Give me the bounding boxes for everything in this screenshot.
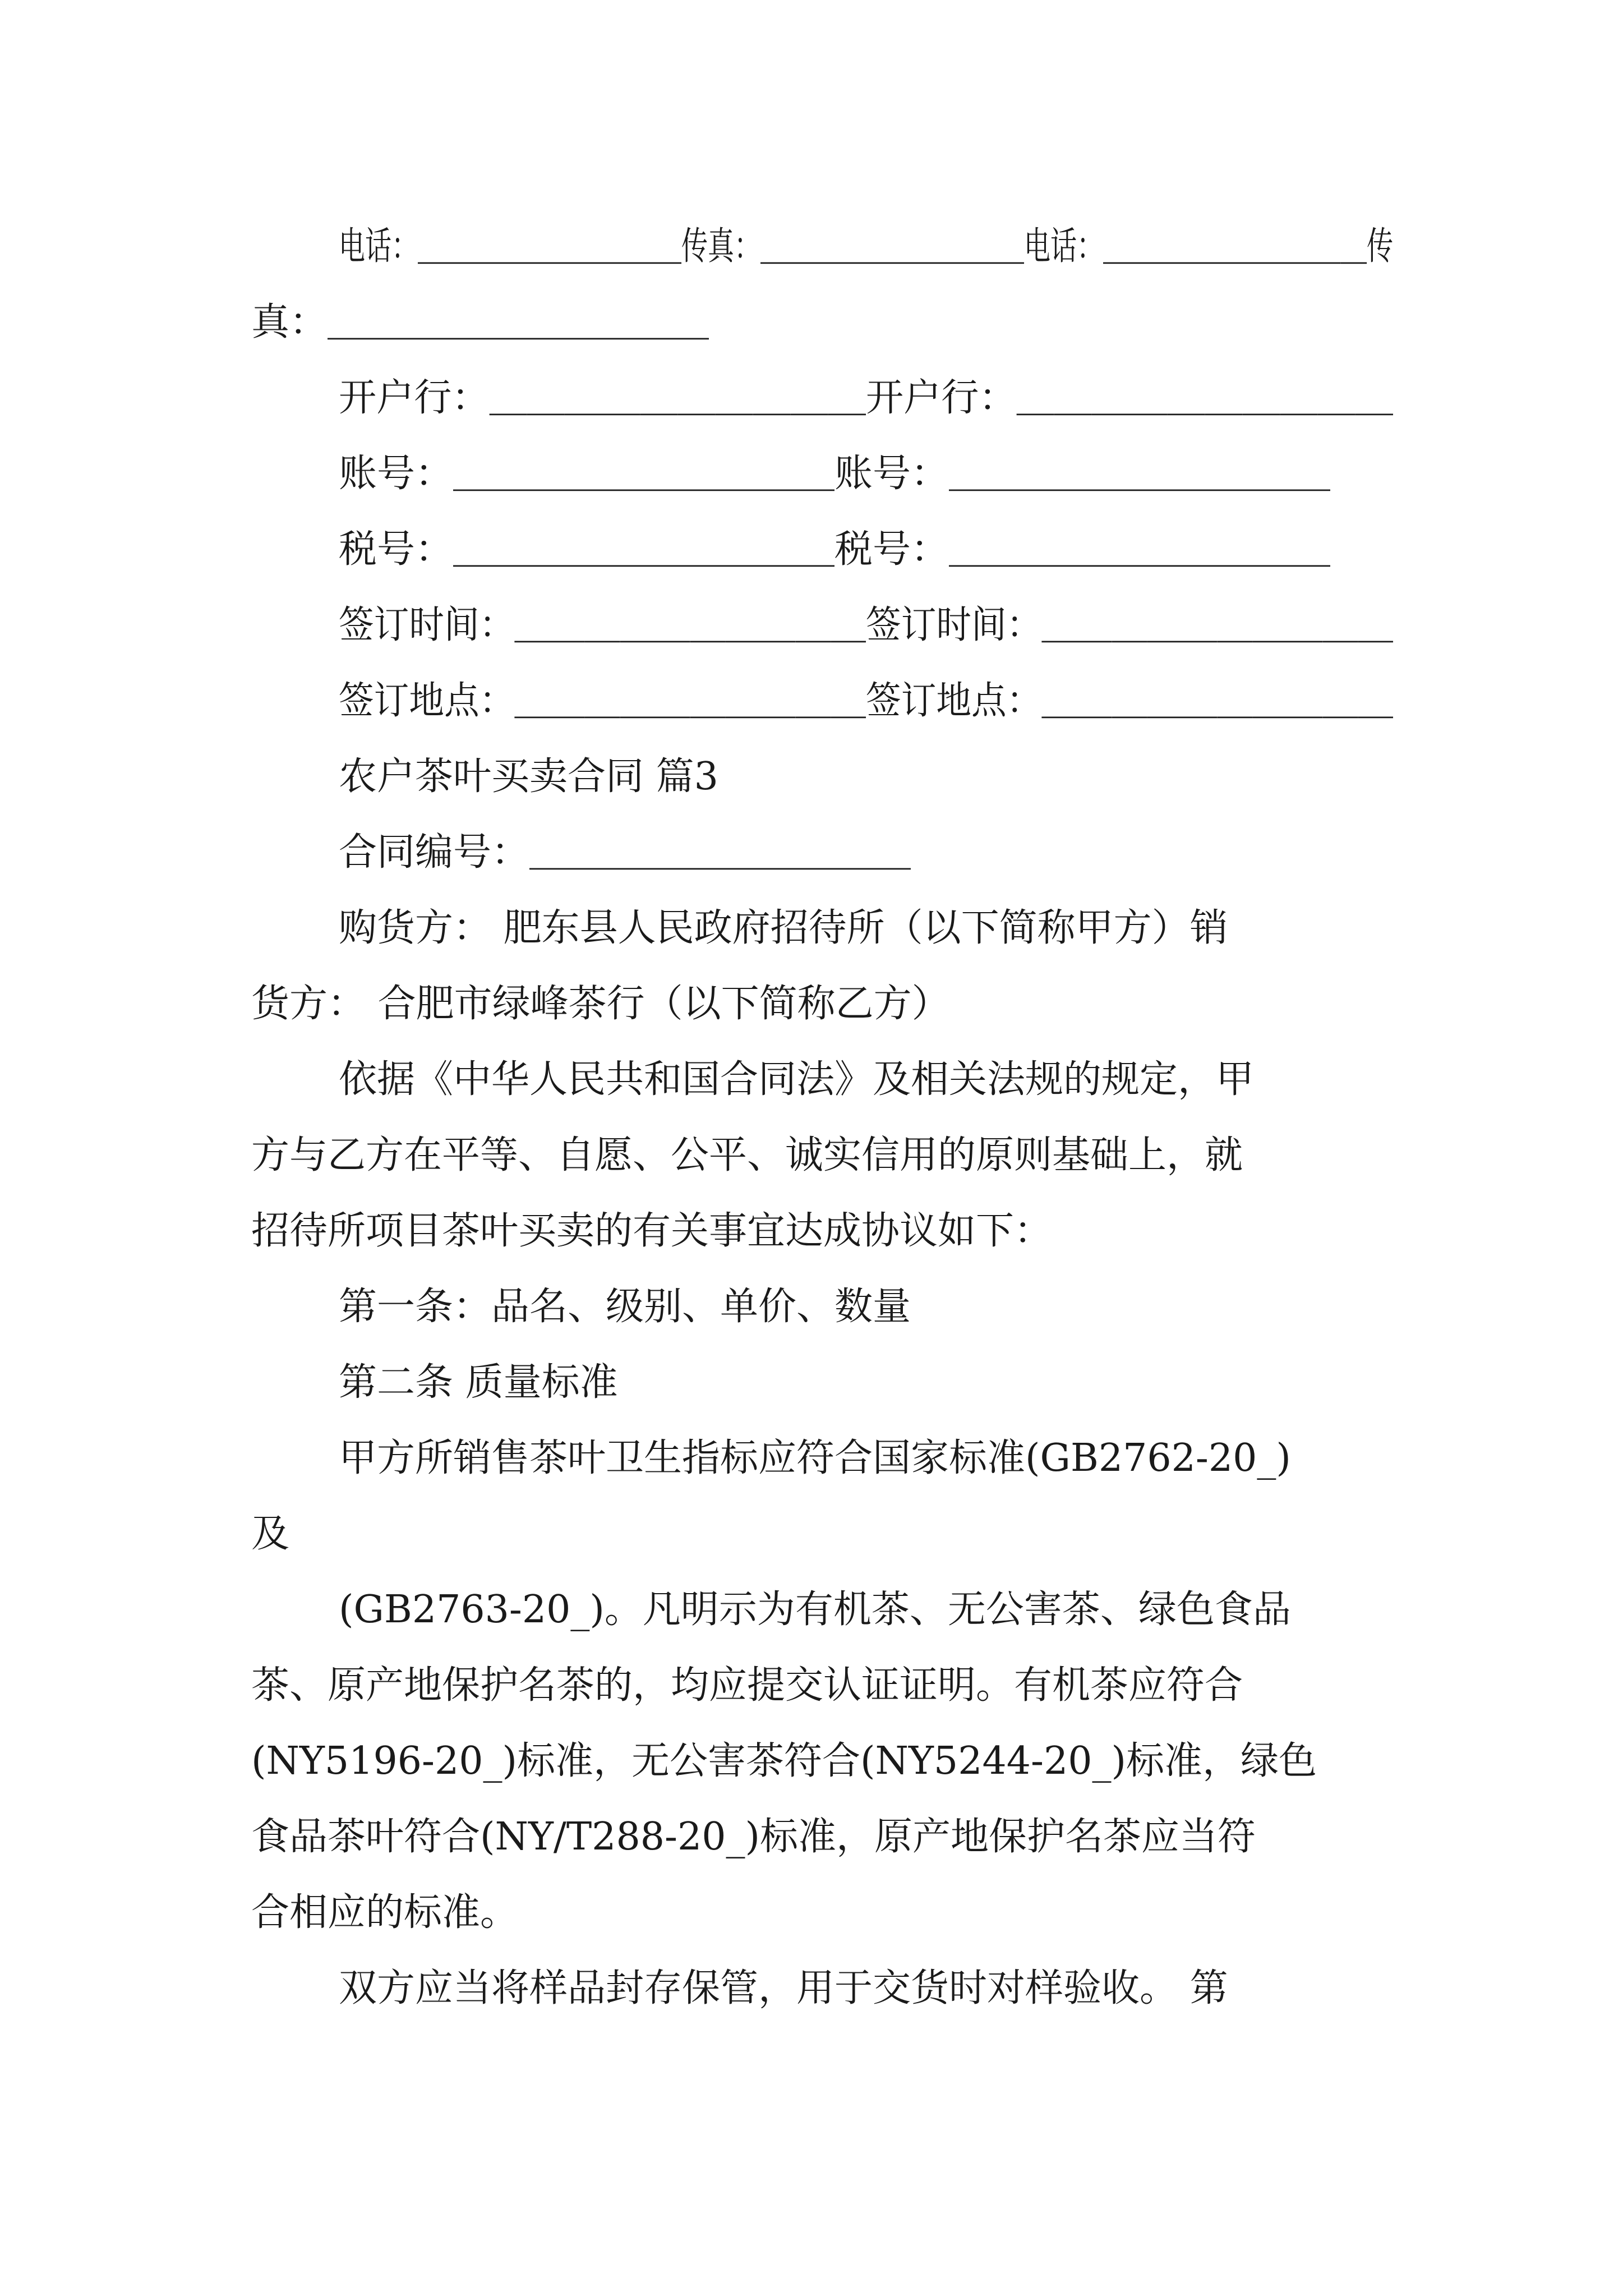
text-line: 真：＿＿＿＿＿＿＿＿＿＿ <box>251 300 709 344</box>
text-line: 双方应当将样品封存保管，用于交货时对样验收。 第 <box>339 1966 1228 2010</box>
text-line: 签订地点：＿＿＿＿＿＿＿＿＿＿签订地点：＿＿＿＿＿＿＿＿＿＿ <box>339 679 1394 723</box>
text-line: 签订时间：＿＿＿＿＿＿＿＿＿＿签订时间：＿＿＿＿＿＿＿＿＿＿ <box>339 603 1394 647</box>
text-line: 第二条 质量标准 <box>339 1360 618 1405</box>
text-line: 方与乙方在平等、自愿、公平、诚实信用的原则基础上，就 <box>251 1133 1243 1177</box>
text-line: 甲方所销售茶叶卫生指标应符合国家标准(GB2762-20_) <box>339 1436 1291 1480</box>
text-line: 合同编号：＿＿＿＿＿＿＿＿＿＿ <box>339 830 911 875</box>
text-line: 账号：＿＿＿＿＿＿＿＿＿＿账号：＿＿＿＿＿＿＿＿＿＿ <box>339 452 1331 496</box>
text-line: (NY5196-20_)标准，无公害茶符合(NY5244-20_)标准，绿色 <box>251 1739 1317 1783</box>
text-line: 开户行：＿＿＿＿＿＿＿＿＿＿开户行：＿＿＿＿＿＿＿＿＿＿ <box>339 376 1394 420</box>
text-line: 及 <box>251 1512 290 1556</box>
text-line: (GB2763-20_)。凡明示为有机茶、无公害茶、绿色食品 <box>339 1588 1291 1632</box>
text-line: 电话：＿＿＿＿＿＿＿＿＿＿传真：＿＿＿＿＿＿＿＿＿＿电话：＿＿＿＿＿＿＿＿＿＿传 <box>339 224 1394 269</box>
text-line: 合相应的标准。 <box>251 1890 519 1935</box>
text-line: 招待所项目茶叶买卖的有关事宜达成协议如下： <box>251 1209 1053 1253</box>
text-line: 依据《中华人民共和国合同法》及相关法规的规定，甲 <box>339 1057 1255 1102</box>
text-line: 货方： 合肥市绿峰茶行（以下简称乙方） <box>251 982 950 1026</box>
text-line: 第一条：品名、级别、单价、数量 <box>339 1285 911 1329</box>
text-line: 购货方： 肥东县人民政府招待所（以下简称甲方）销 <box>339 906 1228 950</box>
section-heading: 农户茶叶买卖合同 篇3 <box>339 754 718 799</box>
text-line: 食品茶叶符合(NY/T288-20_)标准，原产地保护名茶应当符 <box>251 1815 1256 1859</box>
text-line: 茶、原产地保护名茶的，均应提交认证证明。有机茶应符合 <box>251 1663 1243 1708</box>
text-line: 税号：＿＿＿＿＿＿＿＿＿＿税号：＿＿＿＿＿＿＿＿＿＿ <box>339 527 1331 572</box>
